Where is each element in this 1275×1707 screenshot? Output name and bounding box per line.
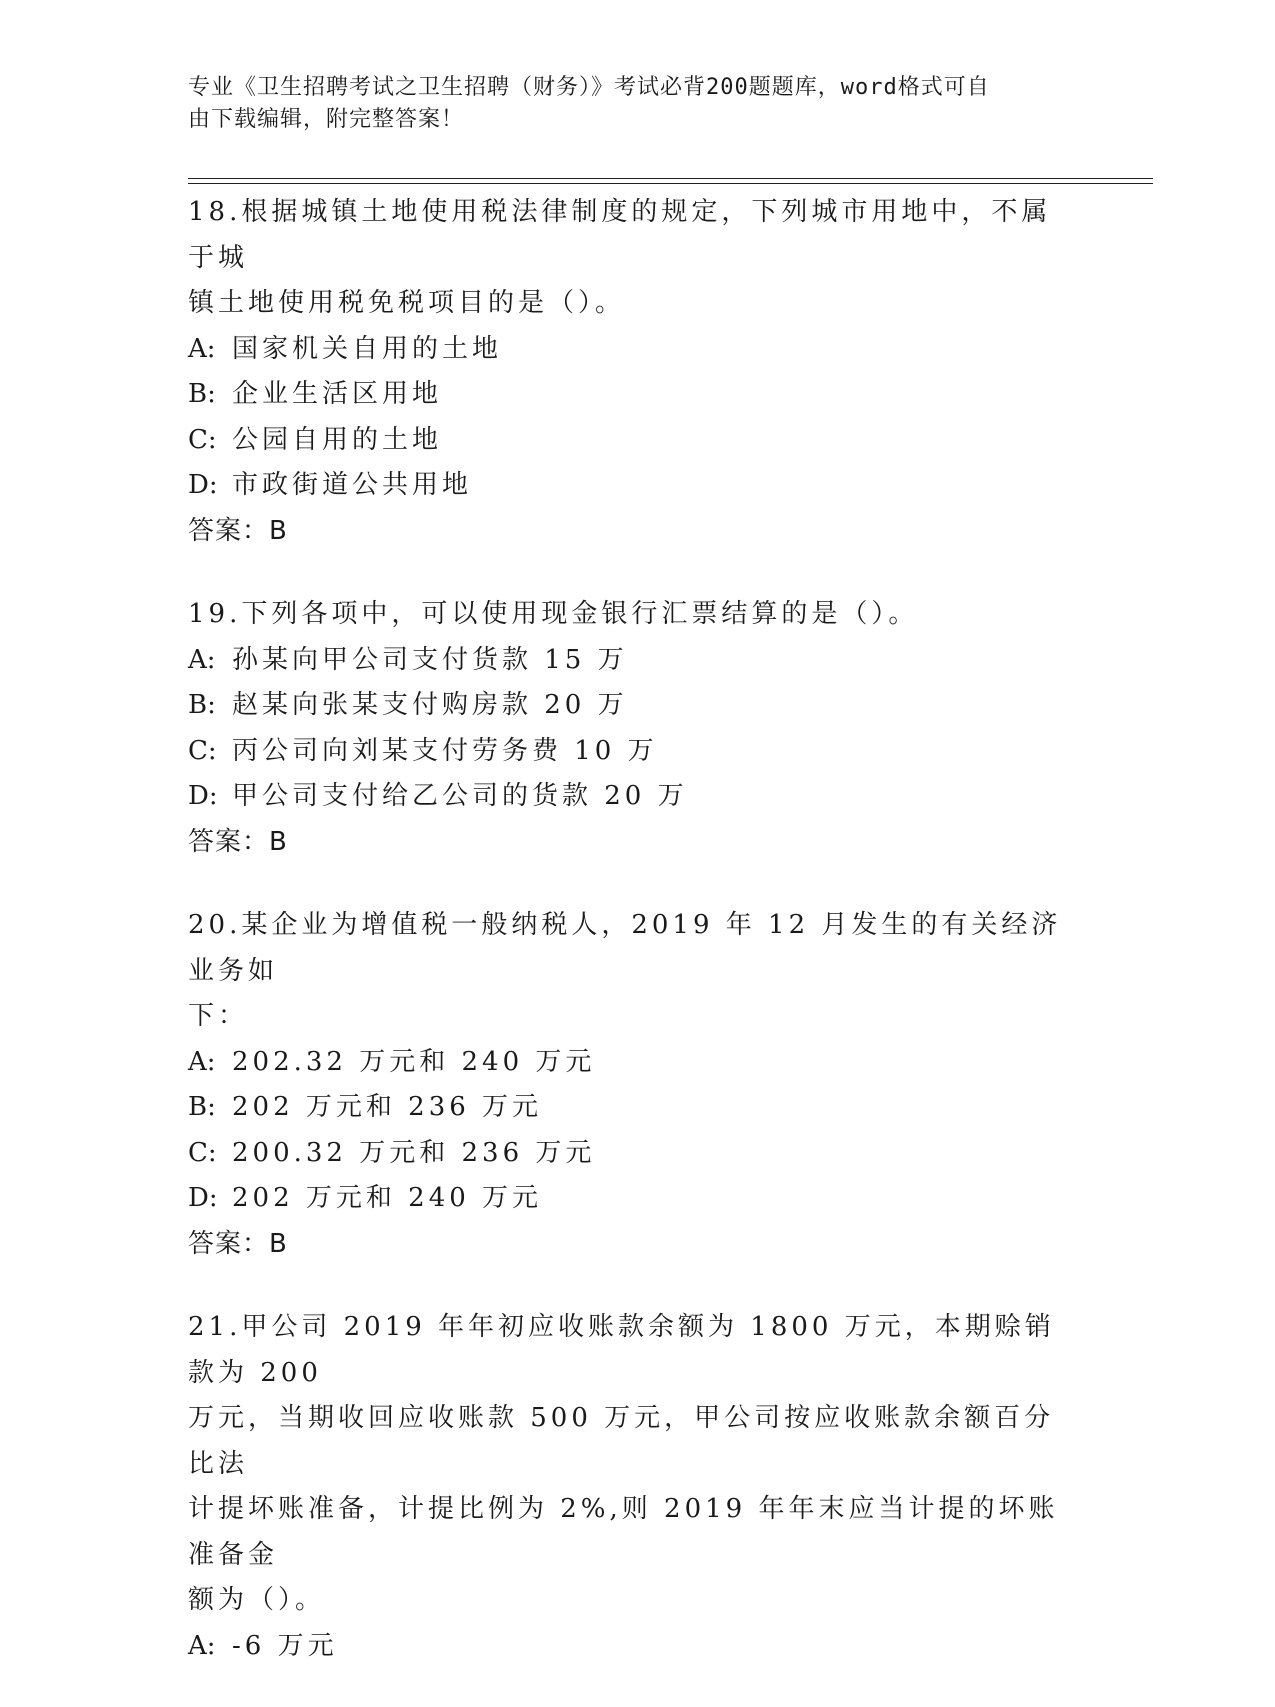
option-letter: C: (188, 1137, 217, 1168)
option-d (188, 774, 1078, 820)
option-letter: B: (188, 1092, 216, 1122)
option-text: 赵某向张某支付购房款 20 万 (232, 690, 628, 720)
question-stem-line: 下： (188, 1001, 249, 1031)
option-b (188, 1085, 1078, 1131)
option-text: 甲公司支付给乙公司的货款 20 万 (232, 781, 688, 811)
option-text: 孙某向甲公司支付货款 15 万 (232, 644, 628, 675)
question-stem-line: 20.某企业为增值税一般纳税人，2019 年 12 月发生的有关经济业务如 (188, 910, 1062, 986)
option-text: 公园自用的土地 (232, 424, 443, 455)
option-c (188, 418, 1078, 464)
answer-line: 答案：B (188, 515, 288, 546)
question-stem-line: 镇土地使用税免税项目的是（）。 (188, 288, 626, 318)
header-divider-top (188, 178, 1153, 179)
option-a (188, 327, 1078, 373)
option-text: 市政街道公共用地 (232, 470, 473, 500)
option-letter: A: (188, 1630, 216, 1661)
question-stem-line: 额为（）。 (188, 1585, 326, 1615)
option-letter: D: (188, 1183, 218, 1213)
option-letter: A: (188, 333, 216, 364)
document-header (188, 72, 1068, 136)
option-text: 国家机关自用的土地 (232, 333, 503, 364)
option-letter: C: (188, 735, 217, 766)
option-letter: A: (188, 644, 216, 675)
option-letter: B: (188, 690, 216, 720)
option-c (188, 1131, 1078, 1177)
question-stem-line: 计提坏账准备，计提比例为 2%,则 2019 年年末应当计提的坏账准备金 (188, 1494, 1059, 1570)
option-letter: A: (188, 1046, 216, 1077)
header-line-1: 专业《卫生招聘考试之卫生招聘（财务）》考试必背200题题库，word格式可自 (188, 75, 990, 100)
option-letter: C: (188, 424, 217, 455)
option-text: -6 万元 (232, 1630, 338, 1661)
option-a (188, 1040, 1078, 1086)
option-b (188, 372, 1078, 418)
question-21 (188, 1305, 1078, 1669)
question-stem-line: 21.甲公司 2019 年年初应收账款余额为 1800 万元，本期赊销款为 200 (188, 1312, 1055, 1388)
answer-line: 答案：B (188, 826, 288, 857)
option-a (188, 1624, 1078, 1670)
option-text: 202.32 万元和 240 万元 (232, 1046, 596, 1077)
option-b (188, 683, 1078, 729)
option-text: 丙公司向刘某支付劳务费 10 万 (232, 735, 658, 766)
header-line-2: 由下载编辑，附完整答案！ (188, 107, 465, 132)
option-letter: B: (188, 379, 216, 409)
answer-line: 答案：B (188, 1228, 288, 1259)
option-letter: D: (188, 470, 218, 500)
question-20 (188, 903, 1078, 1267)
option-text: 202 万元和 240 万元 (232, 1183, 543, 1213)
option-c (188, 729, 1078, 775)
option-text: 202 万元和 236 万元 (232, 1092, 543, 1122)
question-19 (188, 592, 1078, 865)
option-a (188, 638, 1078, 684)
option-d (188, 1176, 1078, 1222)
header-divider-bottom (188, 183, 1153, 184)
question-stem-line: 19.下列各项中，可以使用现金银行汇票结算的是（）。 (188, 599, 919, 629)
question-18 (188, 190, 1078, 554)
option-text: 企业生活区用地 (232, 379, 443, 409)
question-list (188, 190, 1078, 1707)
question-stem-line: 万元，当期收回应收账款 500 万元，甲公司按应收账款余额百分比法 (188, 1403, 1055, 1479)
option-d (188, 463, 1078, 509)
question-stem-line: 18.根据城镇土地使用税法律制度的规定，下列城市用地中，不属于城 (188, 197, 1052, 273)
option-letter: D: (188, 781, 218, 811)
option-text: 200.32 万元和 236 万元 (232, 1137, 596, 1168)
